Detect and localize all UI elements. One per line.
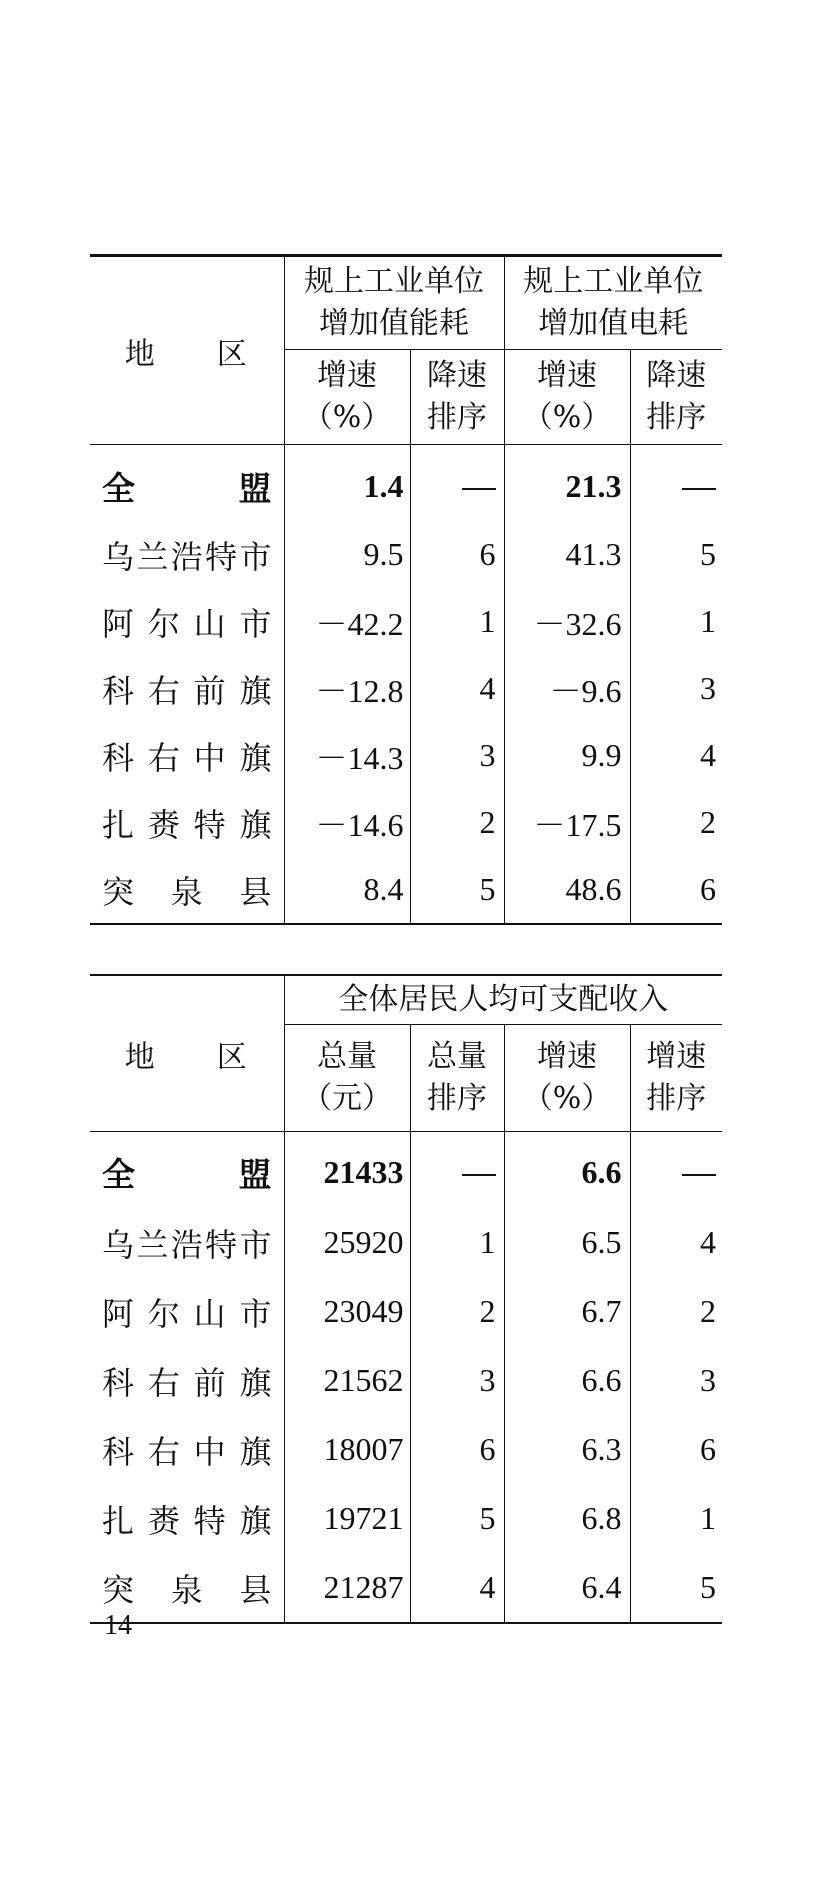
region-name — [90, 856, 284, 924]
region-name-text — [90, 463, 284, 510]
income-table-row — [90, 1484, 722, 1553]
power-rank-cell: 2 — [630, 789, 722, 856]
region-name-char: 市 — [239, 537, 272, 576]
region-name-char: 旗 — [239, 805, 272, 844]
region-name-text — [90, 867, 284, 913]
energy-rank-cell: 4 — [410, 655, 504, 722]
income-header-row-1 — [90, 975, 722, 1025]
income-table-body — [90, 1132, 722, 1624]
power-rank-cell: 1 — [630, 588, 722, 655]
region-name-char: 阿 — [102, 1294, 135, 1333]
power-growth-cell: －9.6 — [504, 655, 630, 722]
region-name-char: 浩 — [170, 537, 203, 576]
energy-growth-cell: 8.4 — [284, 856, 410, 924]
region-name-text — [90, 733, 284, 779]
total-rank-cell: 5 — [410, 1484, 504, 1553]
region-name-text — [90, 532, 284, 578]
region-name-char: 突 — [102, 1570, 135, 1609]
region-name-char: 前 — [193, 1363, 226, 1402]
region-header — [90, 256, 284, 445]
energy-group-header — [284, 256, 504, 350]
subheader-growth-rank: 增速 排序 — [630, 1025, 722, 1132]
region-name-text — [90, 1149, 284, 1196]
region-name — [90, 789, 284, 856]
growth-rank-cell: 2 — [630, 1277, 722, 1346]
region-name — [90, 1132, 284, 1209]
total-cell: 21433 — [284, 1132, 410, 1209]
region-name — [90, 1415, 284, 1484]
power-group-line1: 规上工业单位 — [523, 264, 704, 299]
region-name-text — [90, 1358, 284, 1404]
region-name-char: 右 — [147, 671, 180, 710]
subheader-total: 总量 （元） — [284, 1025, 410, 1132]
growth-rank-cell: 4 — [630, 1208, 722, 1277]
page-number: 14 — [104, 1610, 132, 1641]
region-name-char: 突 — [102, 872, 135, 911]
region-name-char: 县 — [239, 872, 272, 911]
subheader-power-growth: 增速 （%） — [504, 350, 630, 445]
region-name-char: 前 — [193, 671, 226, 710]
energy-table-row — [90, 588, 722, 655]
region-name — [90, 1208, 284, 1277]
region-name-char: 特 — [193, 805, 226, 844]
growth-cell: 6.7 — [504, 1277, 630, 1346]
energy-growth-cell: －42.2 — [284, 588, 410, 655]
region-name-char: 科 — [102, 738, 135, 777]
growth-rank-cell: 6 — [630, 1415, 722, 1484]
region-name-char: 科 — [102, 1363, 135, 1402]
energy-rank-cell — [410, 445, 504, 522]
power-growth-cell: 21.3 — [504, 445, 630, 522]
total-cell: 19721 — [284, 1484, 410, 1553]
energy-table-row — [90, 722, 722, 789]
energy-rank-cell: 3 — [410, 722, 504, 789]
subheader-energy-growth: 增速 （%） — [284, 350, 410, 445]
income-table-row — [90, 1553, 722, 1623]
total-rank-cell: 1 — [410, 1208, 504, 1277]
income-table-row — [90, 1208, 722, 1277]
income-group-header: 全体居民人均可支配收入 — [284, 975, 722, 1025]
income-table-row — [90, 1346, 722, 1415]
power-group-line2: 增加值电耗 — [538, 306, 689, 341]
region-name-char: 盟 — [238, 1154, 272, 1194]
subheader-energy-rank: 降速 排序 — [410, 350, 504, 445]
region-name-char: 右 — [147, 1432, 180, 1471]
region-name — [90, 445, 284, 522]
region-name-char: 特 — [205, 1225, 238, 1264]
region-name-char: 中 — [193, 1432, 226, 1471]
energy-rank-cell: 6 — [410, 521, 504, 588]
total-cell: 23049 — [284, 1277, 410, 1346]
energy-table-row — [90, 856, 722, 924]
total-rank-cell: 6 — [410, 1415, 504, 1484]
region-name-text — [90, 1427, 284, 1473]
growth-rank-cell: 3 — [630, 1346, 722, 1415]
power-growth-cell: －32.6 — [504, 588, 630, 655]
energy-table-row — [90, 521, 722, 588]
income-table-row — [90, 1132, 722, 1209]
power-growth-cell: 41.3 — [504, 521, 630, 588]
energy-consumption-table — [90, 254, 722, 925]
region-name-char: 全 — [102, 468, 135, 508]
region-name-char: 中 — [193, 738, 226, 777]
region-name-char: 右 — [147, 1363, 180, 1402]
region-name-char: 旗 — [239, 1432, 272, 1471]
growth-cell: 6.8 — [504, 1484, 630, 1553]
region-name-char: 山 — [193, 604, 226, 643]
region-name-char: 乌 — [102, 537, 135, 576]
region-name-char: 泉 — [170, 1570, 203, 1609]
region-header — [90, 975, 284, 1132]
total-rank-cell — [410, 1132, 504, 1209]
energy-growth-cell: －14.6 — [284, 789, 410, 856]
region-name-char: 扎 — [102, 805, 135, 844]
region-name-text — [90, 1220, 284, 1266]
region-name-char: 浩 — [170, 1225, 203, 1264]
income-table — [90, 974, 722, 1624]
region-name-char: 特 — [205, 537, 238, 576]
region-name-text — [90, 599, 284, 645]
region-name — [90, 1277, 284, 1346]
dash-mark — [462, 488, 496, 490]
region-name-char: 右 — [147, 738, 180, 777]
power-growth-cell: 9.9 — [504, 722, 630, 789]
power-rank-cell: 4 — [630, 722, 722, 789]
total-cell: 21562 — [284, 1346, 410, 1415]
energy-table-row — [90, 445, 722, 522]
region-name-char: 市 — [239, 1225, 272, 1264]
region-name-char: 泉 — [170, 872, 203, 911]
region-name-char: 全 — [102, 1154, 135, 1194]
growth-cell: 6.6 — [504, 1346, 630, 1415]
power-growth-cell: 48.6 — [504, 856, 630, 924]
subheader-growth: 增速 （%） — [504, 1025, 630, 1132]
region-name-char: 旗 — [239, 1363, 272, 1402]
energy-growth-cell: －12.8 — [284, 655, 410, 722]
dash-mark — [462, 1174, 496, 1176]
region-name-char: 科 — [102, 1432, 135, 1471]
total-rank-cell: 2 — [410, 1277, 504, 1346]
region-name-char: 兰 — [136, 537, 169, 576]
energy-table-row — [90, 789, 722, 856]
subheader-power-rank: 降速 排序 — [630, 350, 722, 445]
region-name — [90, 588, 284, 655]
total-rank-cell: 4 — [410, 1553, 504, 1623]
income-table-row — [90, 1277, 722, 1346]
region-name-char: 旗 — [239, 1501, 272, 1540]
energy-group-line1: 规上工业单位 — [304, 264, 484, 299]
region-name-char: 旗 — [239, 738, 272, 777]
power-rank-cell: 3 — [630, 655, 722, 722]
growth-cell: 6.4 — [504, 1553, 630, 1623]
growth-cell: 6.5 — [504, 1208, 630, 1277]
region-name-char: 科 — [102, 671, 135, 710]
energy-growth-cell: 1.4 — [284, 445, 410, 522]
region-name — [90, 655, 284, 722]
region-name-char: 县 — [239, 1570, 272, 1609]
growth-rank-cell: 5 — [630, 1553, 722, 1623]
energy-table-row — [90, 655, 722, 722]
power-rank-cell — [630, 445, 722, 522]
region-header-char-2: 区 — [216, 336, 249, 372]
region-name-text — [90, 800, 284, 846]
region-name-char: 盟 — [238, 468, 272, 508]
total-cell: 25920 — [284, 1208, 410, 1277]
region-header-char-2: 区 — [216, 1039, 249, 1075]
total-rank-cell: 3 — [410, 1346, 504, 1415]
region-name-text — [90, 666, 284, 712]
total-cell: 21287 — [284, 1553, 410, 1623]
region-name — [90, 1346, 284, 1415]
dash-mark — [682, 1174, 716, 1176]
region-name-char: 兰 — [136, 1225, 169, 1264]
dash-mark — [682, 488, 716, 490]
total-cell: 18007 — [284, 1415, 410, 1484]
region-name-char: 市 — [239, 604, 272, 643]
energy-rank-cell: 5 — [410, 856, 504, 924]
energy-group-line2: 增加值能耗 — [319, 306, 469, 341]
region-name — [90, 722, 284, 789]
region-name-text — [90, 1496, 284, 1542]
region-name-char: 阿 — [102, 604, 135, 643]
power-rank-cell: 6 — [630, 856, 722, 924]
region-name-char: 尔 — [147, 604, 180, 643]
energy-growth-cell: －14.3 — [284, 722, 410, 789]
subheader-total-rank: 总量 排序 — [410, 1025, 504, 1132]
region-name-char: 乌 — [102, 1225, 135, 1264]
region-header-char-1: 地 — [124, 1039, 157, 1075]
region-name-char: 尔 — [147, 1294, 180, 1333]
region-name-char: 赉 — [147, 1501, 180, 1540]
energy-rank-cell: 1 — [410, 588, 504, 655]
energy-growth-cell: 9.5 — [284, 521, 410, 588]
region-name-char: 扎 — [102, 1501, 135, 1540]
growth-rank-cell — [630, 1132, 722, 1209]
power-rank-cell: 5 — [630, 521, 722, 588]
growth-rank-cell: 1 — [630, 1484, 722, 1553]
region-name-char: 特 — [193, 1501, 226, 1540]
income-table-row — [90, 1415, 722, 1484]
header-row-1 — [90, 256, 722, 350]
region-name-text — [90, 1565, 284, 1611]
energy-rank-cell: 2 — [410, 789, 504, 856]
region-name-char: 旗 — [239, 671, 272, 710]
region-name — [90, 1484, 284, 1553]
region-name-char: 赉 — [147, 805, 180, 844]
region-name — [90, 521, 284, 588]
power-growth-cell: －17.5 — [504, 789, 630, 856]
energy-table-body — [90, 445, 722, 925]
region-name-char: 山 — [193, 1294, 226, 1333]
growth-cell: 6.3 — [504, 1415, 630, 1484]
growth-cell: 6.6 — [504, 1132, 630, 1209]
region-header-char-1: 地 — [124, 336, 157, 372]
region-name-text — [90, 1289, 284, 1335]
power-group-header — [504, 256, 722, 350]
region-name-char: 市 — [239, 1294, 272, 1333]
